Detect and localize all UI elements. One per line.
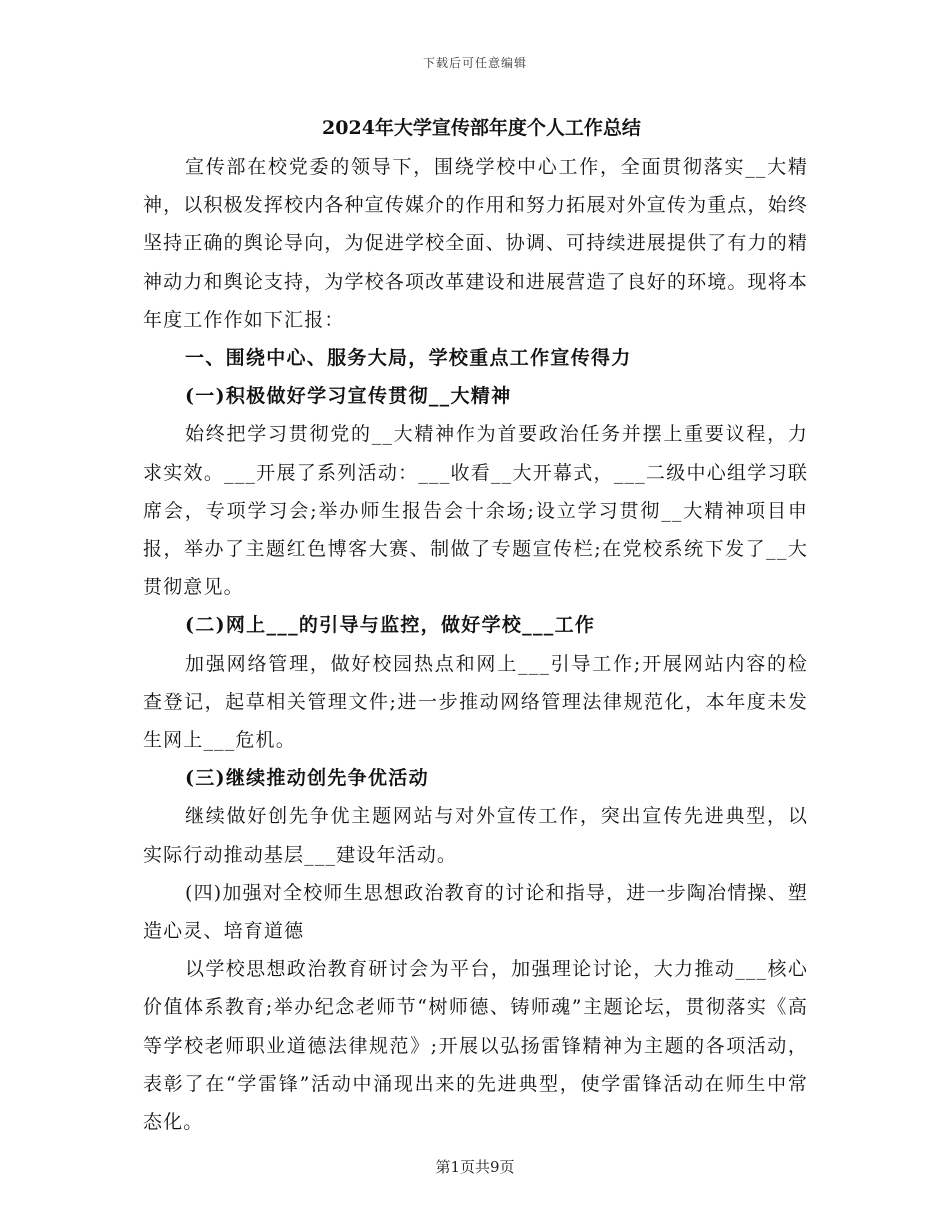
subsection-heading-3: (三)继续推动创先争优活动 [185,767,429,790]
subsection-heading-4: (四)加强对全校师生思想政治教育的讨论和指导，进一步陶冶情操、塑造心灵、培育道德 [143,881,808,943]
subsection-heading-1: (一)积极做好学习宣传贯彻__大精神 [185,385,512,408]
document-body [143,114,808,1141]
body-paragraph-1: 始终把学习贯彻党的__大精神作为首要政治任务并摆上重要议程，力求实效。___开展了系列活动：___收看__大开幕式，___二级中心组学习联席会，专项学习会;举办师生报告会十余场;设立学习贯彻__大精神项目申报，举办了主题红色博客大赛、制做了专题宣传栏;在党校系统下发了__大贯彻意见。 [143,423,808,599]
body-paragraph-2: 加强网络管理，做好校园热点和网上___引导工作;开展网站内容的检查登记，起草相关管理文件;进一步推动网络管理法律规范化，本年度未发生网上___危机。 [143,652,808,752]
document-title: 2024年大学宣传部年度个人工作总结 [322,117,641,139]
body-paragraph-3: 继续做好创先争优主题网站与对外宣传工作，突出宣传先进典型，以实际行动推动基层___建设年活动。 [143,805,808,866]
subsection-heading-2: (二)网上___的引导与监控，做好学校___工作 [185,614,596,637]
body-paragraph-4: 以学校思想政治教育研讨会为平台，加强理论讨论，大力推动___核心价值体系教育;举办纪念老师节“树师德、铸师魂”主题论坛，贯彻落实《高等学校老师职业道德法律规范》;开展以弘扬雷锋精神为主题的各项活动，表彰了在“学雷锋”活动中涌现出来的先进典型，使学雷锋活动在师生中常态化。 [143,958,808,1134]
page-number: 第1页共9页 [435,1158,515,1176]
header-note: 下载后可任意编辑 [422,56,527,70]
section-heading-1: 一、围绕中心、服务大局，学校重点工作宣传得力 [185,347,632,370]
intro-paragraph: 宣传部在校党委的领导下，围绕学校中心工作，全面贯彻落实__大精神，以积极发挥校内各种宣传媒介的作用和努力拓展对外宣传为重点，始终坚持正确的舆论导向，为促进学校全面、协调、可持续进展提供了有力的精神动力和舆论支持，为学校各项改革建设和进展营造了良好的环境。现将本年度工作作如下汇报： [143,156,808,331]
